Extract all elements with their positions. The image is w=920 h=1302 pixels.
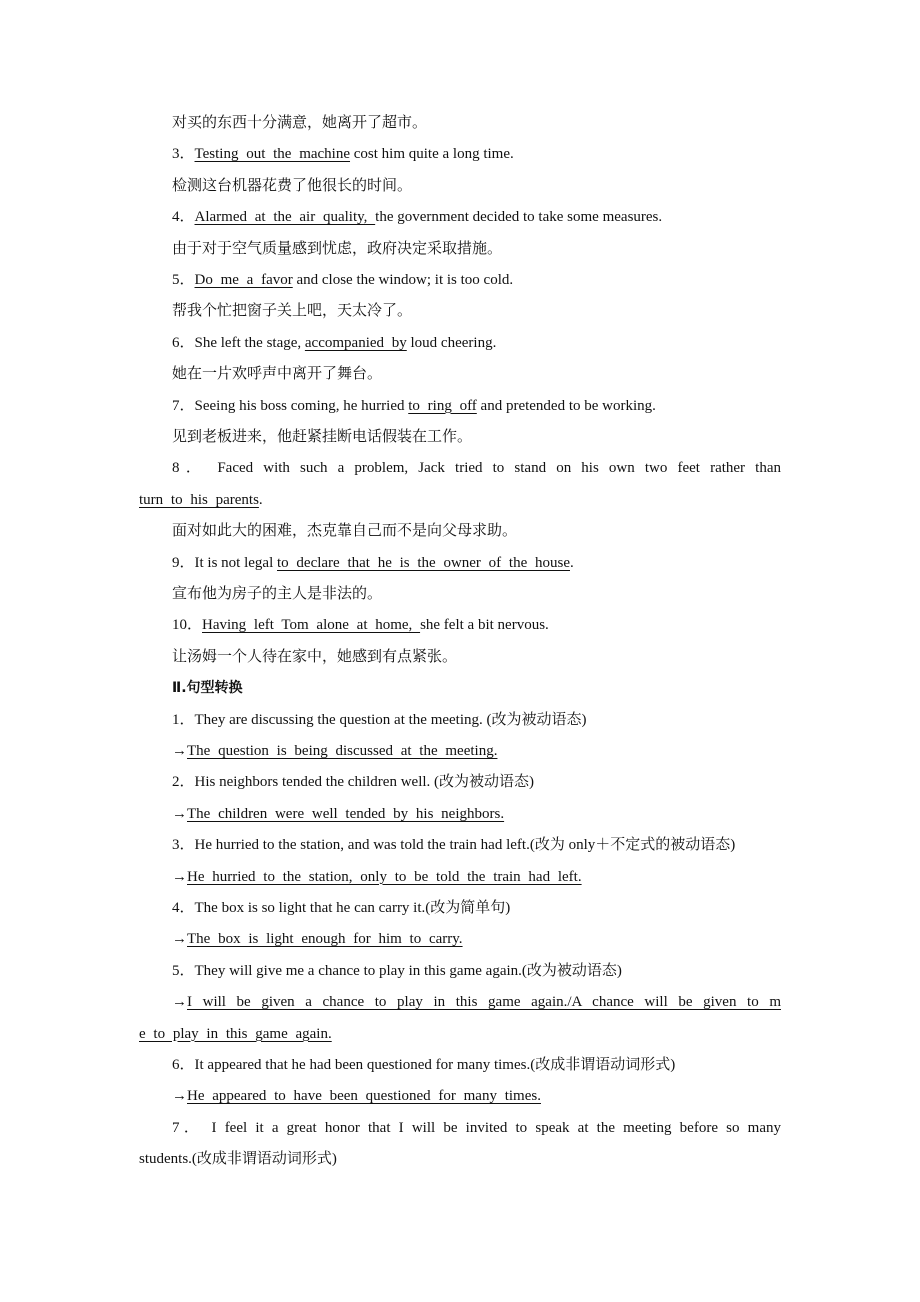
text-line	[172, 615, 549, 635]
text-segment: 5．	[172, 272, 195, 288]
text-line	[172, 553, 574, 573]
text-segment: 6．She left the stage,	[172, 334, 305, 351]
text-line	[139, 490, 263, 510]
answer-underlined: He hurried to the station, only to be told the train had left.	[187, 868, 582, 885]
text-line	[172, 647, 457, 667]
text-line	[172, 898, 510, 918]
text-segment: 2．His neighbors tended the children well. (改为被动语态)	[172, 774, 535, 791]
text-line	[172, 458, 781, 478]
text-segment: 对买的东西十分满意，她离开了超市。	[172, 115, 428, 131]
text-segment: 10．	[172, 617, 203, 634]
text-segment: 8． Faced with such a problem, Jack tried to stand on his own two feet rather than	[172, 460, 781, 477]
answer-underlined: Having left Tom alone at home,	[202, 617, 421, 634]
text-line	[172, 301, 412, 321]
text-segment: 4．	[172, 209, 195, 226]
text-line	[172, 710, 587, 730]
text-line	[172, 741, 497, 761]
text-segment: and pretended to be working.	[476, 397, 656, 414]
answer-underlined: Do me a favor	[194, 272, 293, 288]
text-segment: cost him quite a long time.	[350, 146, 514, 163]
text-line	[172, 207, 662, 227]
text-segment: 见到老板进来，他赶紧挂断电话假装在工作。	[172, 429, 473, 445]
text-line	[172, 239, 502, 259]
text-line	[172, 804, 504, 824]
text-segment: 1．They are discussing the question at the meeting. (改为被动语态)	[172, 711, 587, 728]
text-line	[139, 1024, 332, 1044]
text-line	[172, 1118, 781, 1138]
answer-underlined: He appeared to have been questioned for many times.	[187, 1088, 541, 1105]
text-segment: 检测这台机器花费了他很长的时间。	[172, 177, 413, 194]
text-segment: →	[172, 1088, 187, 1105]
text-segment: .	[570, 554, 574, 571]
text-segment: she felt a bit nervous.	[420, 617, 549, 634]
answer-underlined: to ring off	[408, 397, 477, 414]
text-segment: 帮我个忙把窗子关上吧，天太冷了。	[172, 303, 413, 320]
text-segment: →	[172, 743, 187, 759]
text-segment: 宣布他为房子的主人是非法的。	[172, 586, 383, 602]
text-line	[172, 521, 517, 541]
text-line	[172, 772, 534, 792]
text-line	[172, 333, 496, 353]
answer-underlined: The question is being discussed at the meeting.	[187, 743, 498, 759]
text-segment: 3．	[172, 146, 195, 163]
text-line	[172, 113, 427, 133]
text-line	[172, 867, 582, 887]
text-segment: →	[172, 868, 187, 885]
answer-underlined: Alarmed at the air quality,	[194, 209, 376, 226]
text-segment: 4．The box is so light that he can carry it.(改为简单句)	[172, 900, 511, 916]
answer-underlined: to declare that he is the owner of the house	[277, 554, 570, 571]
text-line	[172, 1086, 541, 1106]
text-segment: 6．It appeared that he had been questioned for many times.(改成非谓语动词形式)	[172, 1057, 676, 1073]
text-line	[172, 427, 472, 447]
text-segment: the government decided to take some measures.	[375, 209, 663, 226]
section-heading	[172, 678, 243, 698]
text-segment: .	[258, 491, 263, 508]
text-line	[172, 270, 513, 290]
text-segment: 面对如此大的困难，杰克靠自己而不是向父母求助。	[172, 523, 518, 540]
text-line	[172, 584, 382, 604]
text-segment: 7． I feel it a great honor that I will be invited to speak at the meeting before so many	[172, 1119, 781, 1136]
text-segment: 让汤姆一个人待在家中，她感到有点紧张。	[172, 648, 458, 665]
answer-underlined: e to play in this game again.	[139, 1025, 332, 1042]
text-line	[172, 396, 656, 416]
text-line	[172, 929, 463, 949]
answer-underlined: The children were well tended by his neighbors.	[187, 805, 505, 822]
text-segment: 她在一片欢呼声中离开了舞台。	[172, 366, 383, 383]
text-segment: 5．They will give me a chance to play in this game again.(改为被动语态)	[172, 962, 622, 979]
text-segment: 3．He hurried to the station, and was told the train had left.(改为 only＋不定式的被动语态)	[172, 837, 736, 854]
text-line	[172, 144, 514, 164]
answer-underlined: The box is light enough for him to carry.	[187, 931, 463, 948]
text-segment: and close the window; it is too cold.	[292, 272, 514, 288]
text-segment: loud cheering.	[406, 334, 497, 351]
text-line	[172, 176, 412, 196]
text-line	[172, 364, 382, 384]
text-segment: Ⅱ.句型转换	[172, 680, 243, 697]
text-segment: 7．Seeing his boss coming, he hurried	[172, 397, 409, 414]
text-segment: 9．It is not legal	[172, 554, 277, 571]
text-segment: →	[172, 931, 187, 948]
text-segment: students.(改成非谓语动词形式)	[139, 1151, 337, 1168]
text-line	[172, 835, 735, 855]
text-segment: →	[172, 994, 187, 1011]
answer-underlined: I will be given a chance to play in this game again./A chance will be given to m	[187, 994, 781, 1011]
text-line	[172, 961, 622, 981]
answer-underlined: accompanied by	[304, 334, 407, 351]
text-line	[172, 992, 781, 1012]
text-segment: 由于对于空气质量感到忧虑，政府决定采取措施。	[172, 240, 503, 257]
text-segment: →	[172, 805, 187, 822]
text-line	[172, 1055, 675, 1075]
answer-underlined: Testing out the machine	[194, 146, 351, 163]
text-line	[139, 1149, 337, 1169]
answer-underlined: turn to his parents	[139, 491, 259, 508]
